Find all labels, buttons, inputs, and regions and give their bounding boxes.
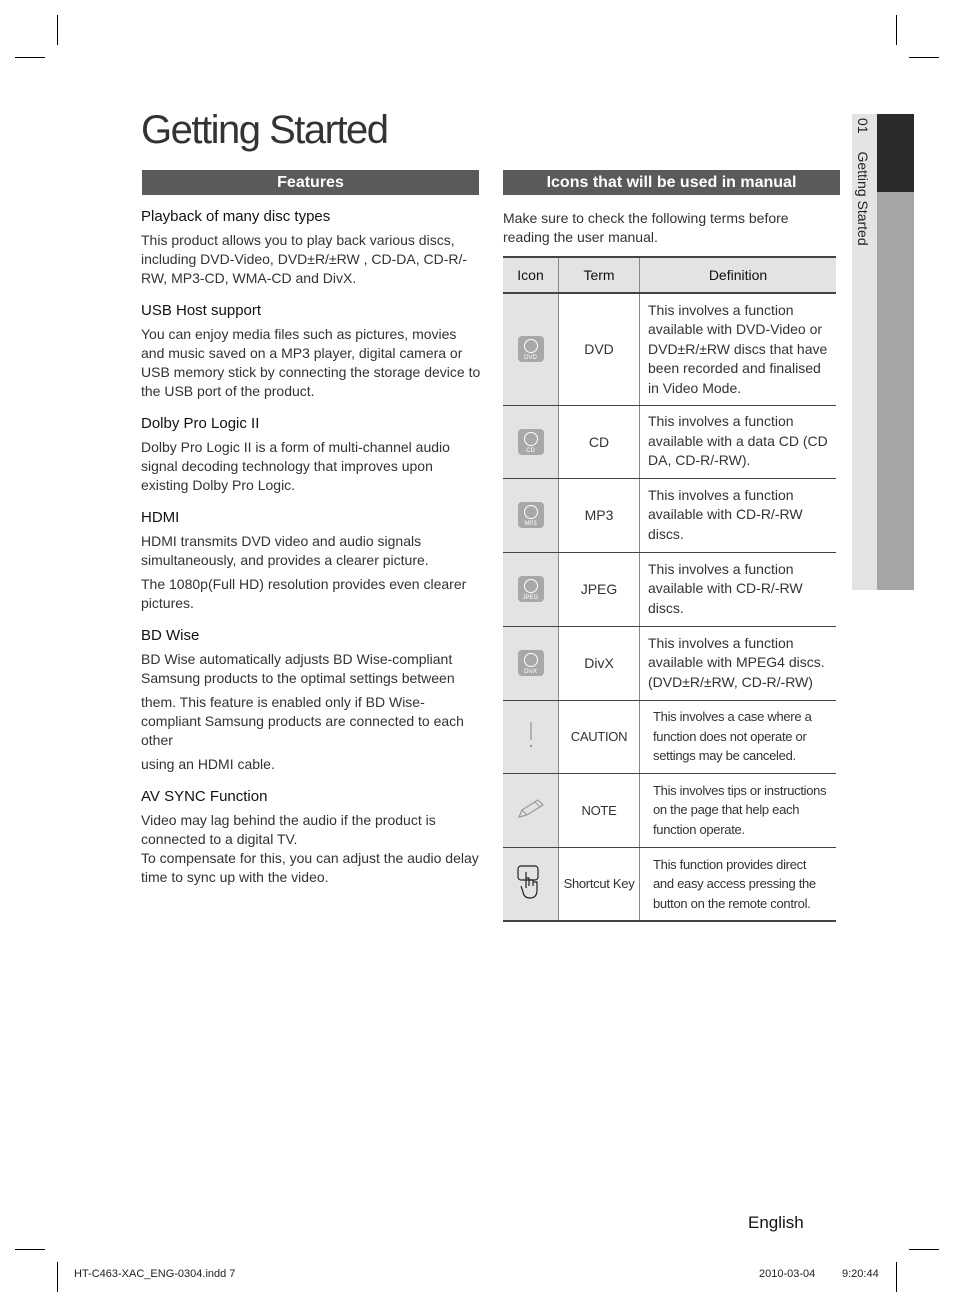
table-cell-definition: This involves a case where a function does not operate or settings may be canceled. [640,700,837,773]
shortcut-key-icon [516,864,546,900]
feature-title: Dolby Pro Logic II [141,415,260,432]
page-title: Getting Started [141,108,388,152]
jpeg-disc-icon: JPEG [518,576,544,602]
table-cell-term: DivX [559,626,640,700]
table-row [503,405,836,478]
crop-mark [57,15,58,45]
language-label: English [748,1213,804,1232]
crop-mark [909,1249,939,1250]
feature-text: Video may lag behind the audio if the product is connected to a digital TV. [141,812,436,847]
feature-section [141,509,481,613]
feature-text: Dolby Pro Logic II is a form of multi-channel audio signal decoding technology that improves upon existing Dolby Pro Logic. [141,439,450,493]
table-cell-icon [503,405,559,478]
feature-text: them. This feature is enabled only if BD Wise-compliant Samsung products are connected to each other [141,694,464,748]
table-row [503,552,836,626]
table-cell-term: JPEG [559,552,640,626]
table-cell-icon [503,293,559,405]
feature-title: BD Wise [141,627,200,644]
table-row [503,773,836,847]
table-row [503,293,836,405]
table-cell-definition: This involves a function available with CD-R/-RW discs. [640,478,837,552]
table-cell-term: CD [559,405,640,478]
crop-mark [15,1249,45,1250]
note-icon [516,798,546,820]
feature-text: HDMI transmits DVD video and audio signals simultaneously, and provides a clearer picture. [141,533,429,568]
footer-date: 2010-03-04 [759,1268,816,1280]
crop-mark [896,15,897,45]
icons-heading: Icons that will be used in manual [503,170,840,195]
cd-disc-icon: CD [518,429,544,455]
side-tab-number: 01 [855,118,871,134]
column-header-term: Term [559,257,640,293]
feature-section [141,627,481,774]
crop-mark [57,1262,58,1292]
feature-title: HDMI [141,509,180,526]
feature-section [141,415,481,495]
column-header-icon: Icon [503,257,559,293]
table-cell-definition: This function provides direct and easy access pressing the button on the remote control. [640,847,837,921]
feature-text: This product allows you to play back various discs, including DVD-Video, DVD±R/±RW , CD-DA, CD-R/-RW, MP3-CD, WMA-CD and DivX. [141,232,468,286]
table-cell-definition: This involves tips or instructions on the page that help each function operate. [640,773,837,847]
footer-filename: HT-C463-XAC_ENG-0304.indd 7 [74,1268,236,1280]
table-cell-icon [503,847,559,921]
table-cell-icon [503,626,559,700]
side-tab-strip [877,192,914,590]
feature-text: using an HDMI cable. [141,756,275,772]
crop-mark [896,1262,897,1292]
table-cell-term: NOTE [559,773,640,847]
table-cell-icon [503,478,559,552]
table-row [503,700,836,773]
feature-section [141,208,481,288]
table-cell-definition: This involves a function available with CD-R/-RW discs. [640,552,837,626]
table-cell-icon [503,552,559,626]
table-cell-definition: This involves a function available with DVD-Video or DVD±R/±RW discs that have been recorded and finalised in Video Mode. [640,293,837,405]
crop-mark [15,57,45,58]
features-column [141,208,481,901]
feature-text: You can enjoy media files such as pictures, movies and music saved on a MP3 player, digital camera or USB memory stick by connecting the storage device to the USB port of the product. [141,326,481,399]
table-cell-term: MP3 [559,478,640,552]
dvd-disc-icon: DVD [518,336,544,362]
crop-mark [909,57,939,58]
mp3-disc-icon: MP3 [518,502,544,528]
table-row [503,478,836,552]
feature-section [141,788,481,887]
side-tab-text: Getting Started [855,151,871,246]
table-cell-definition: This involves a function available with a data CD (CD DA, CD-R/-RW). [640,405,837,478]
caution-icon [526,720,536,750]
features-heading: Features [142,170,479,195]
table-row [503,626,836,700]
table-cell-term: CAUTION [559,700,640,773]
footer-time: 9:20:44 [842,1268,879,1280]
feature-text: The 1080p(Full HD) resolution provides even clearer pictures. [141,576,467,611]
feature-section [141,302,481,401]
table-cell-icon [503,773,559,847]
table-header-row [503,257,836,293]
icons-table [503,256,836,922]
feature-title: AV SYNC Function [141,788,268,805]
feature-title: Playback of many disc types [141,208,331,225]
table-cell-term: DVD [559,293,640,405]
feature-text: To compensate for this, you can adjust the audio delay time to sync up with the video. [141,850,479,885]
feature-title: USB Host support [141,302,262,319]
feature-text: BD Wise automatically adjusts BD Wise-compliant Samsung products to the optimal settings between [141,651,455,686]
table-row [503,847,836,921]
table-cell-definition: This involves a function available with MPEG4 discs. (DVD±R/±RW, CD-R/-RW) [640,626,837,700]
divx-disc-icon: DivX [518,650,544,676]
side-tab-marker [877,114,914,192]
icons-intro: Make sure to check the following terms before reading the user manual. [503,210,789,245]
column-header-definition: Definition [640,257,837,293]
table-cell-term: Shortcut Key [559,847,640,921]
side-tab-label [855,118,871,246]
table-cell-icon [503,700,559,773]
